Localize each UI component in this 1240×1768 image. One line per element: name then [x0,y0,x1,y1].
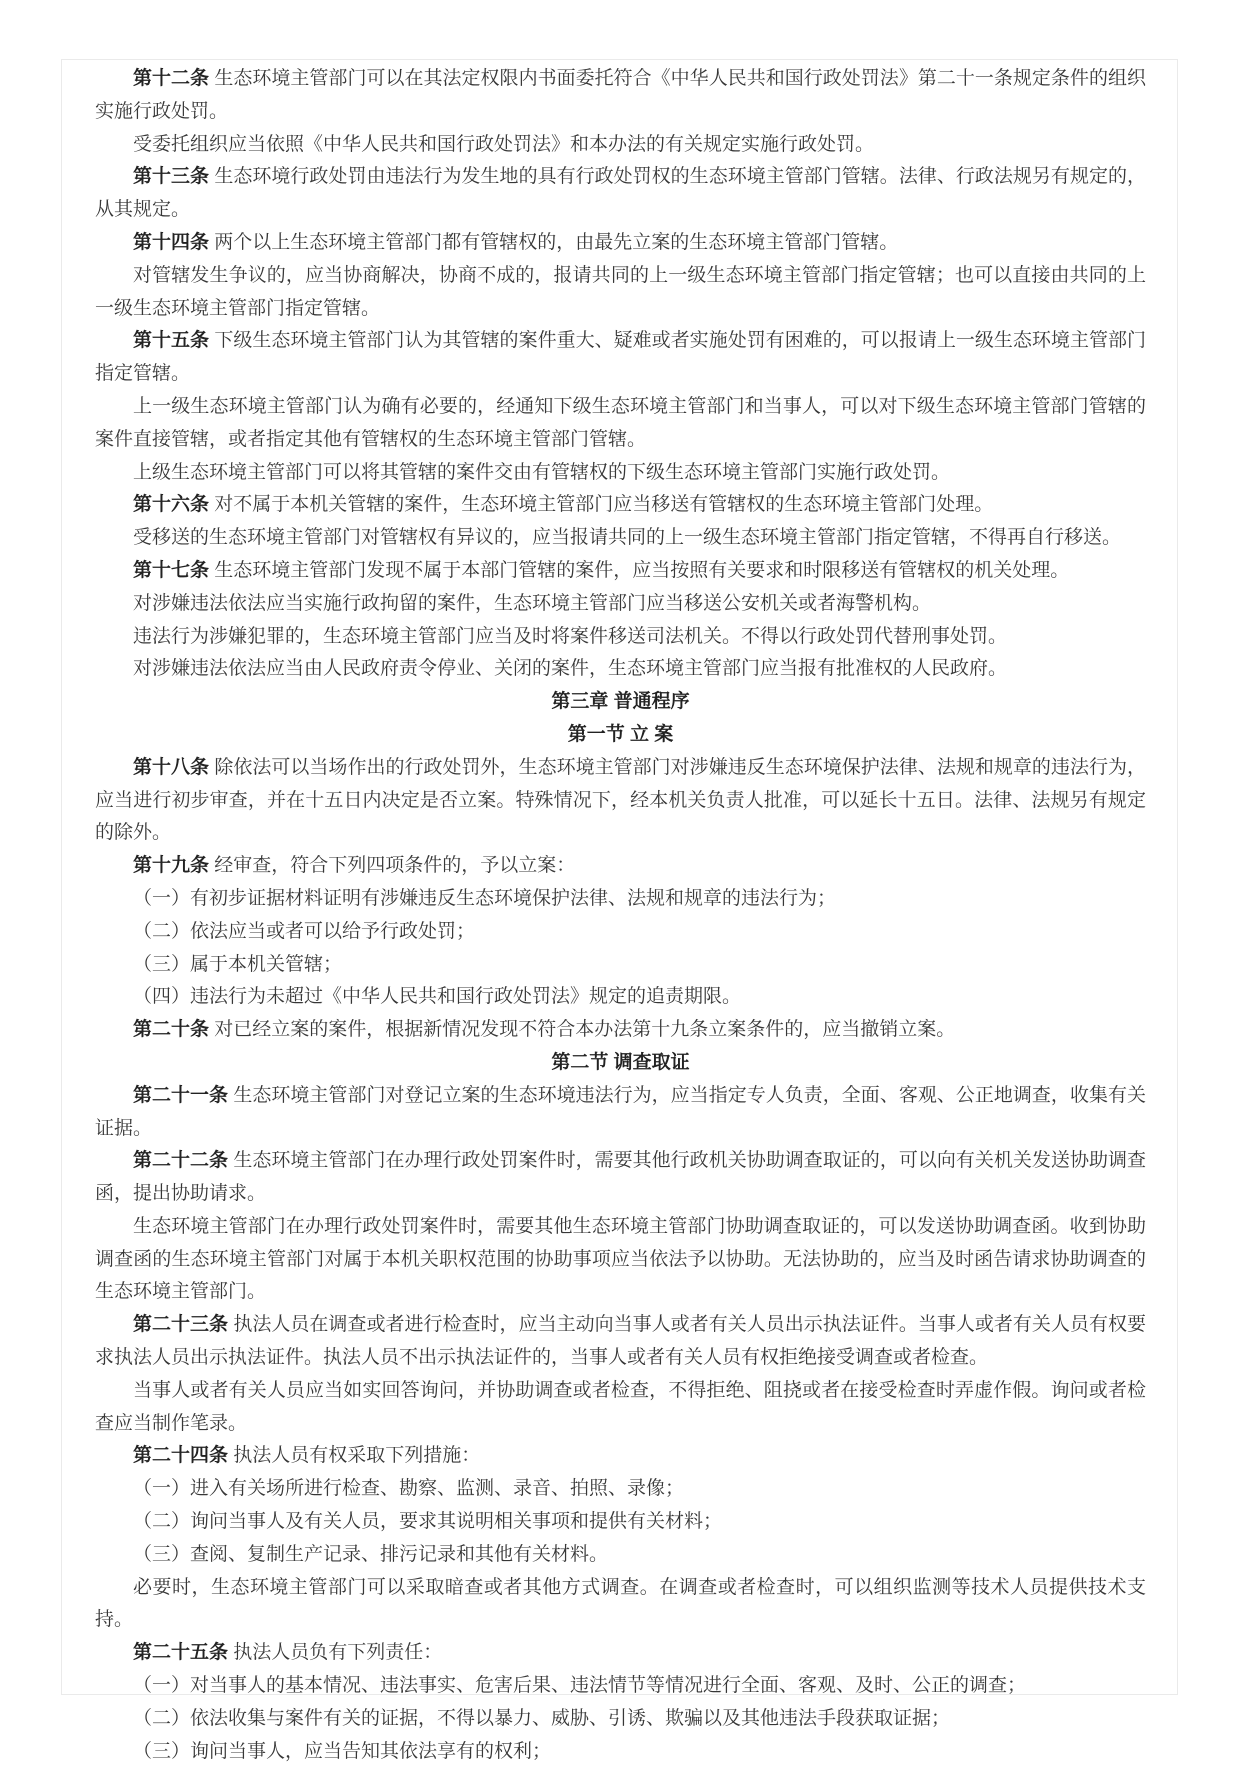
article-number: 第十七条 [133,559,210,581]
section-heading: 第一节 立 案 [567,723,674,745]
paragraph: （三）查阅、复制生产记录、排污记录和其他有关材料。 [133,1543,609,1565]
article-number: 第二十四条 [133,1445,229,1467]
article-number: 第十六条 [133,494,210,516]
article-paragraph: 第十三条 生态环境行政处罚由违法行为发生地的具有行政处罚权的生态环境主管部门管辖。法律、行政法规另有规定的，从其规定。 [95,166,1146,221]
article-paragraph: 第十六条 对不属于本机关管辖的案件，生态环境主管部门应当移送有管辖权的生态环境主管部门处理。 [133,494,994,516]
article-number: 第十四条 [133,231,210,253]
paragraph: （一）进入有关场所进行检查、勘察、监测、录音、拍照、录像； [133,1478,685,1500]
article-paragraph: 第二十四条 执法人员有权采取下列措施： [133,1445,481,1467]
paragraph: 对管辖发生争议的，应当协商解决，协商不成的，报请共同的上一级生态环境主管部门指定管辖；也可以直接由共同的上一级生态环境主管部门指定管辖。 [95,264,1146,319]
paragraph: 受委托组织应当依照《中华人民共和国行政处罚法》和本办法的有关规定实施行政处罚。 [133,133,875,155]
article-number: 第十九条 [133,855,210,877]
paragraph: 对涉嫌违法依法应当由人民政府责令停业、关闭的案件，生态环境主管部门应当报有批准权的人民政府。 [133,658,1008,680]
paragraph: （一）对当事人的基本情况、违法事实、危害后果、违法情节等情况进行全面、客观、及时、公正的调查； [133,1675,1027,1697]
article-number: 第二十二条 [133,1150,229,1172]
article-paragraph: 第二十条 对已经立案的案件，根据新情况发现不符合本办法第十九条立案条件的，应当撤销立案。 [133,1019,956,1041]
document-page [61,59,1178,1762]
article-paragraph: 第二十五条 执法人员负有下列责任： [133,1642,443,1664]
article-paragraph: 第十四条 两个以上生态环境主管部门都有管辖权的，由最先立案的生态环境主管部门管辖。 [133,231,899,253]
article-paragraph: 第二十二条 生态环境主管部门在办理行政处罚案件时，需要其他行政机关协助调查取证的，可以向有关机关发送协助调查函，提出协助请求。 [95,1150,1146,1205]
paragraph: （二）询问当事人及有关人员，要求其说明相关事项和提供有关材料； [133,1511,723,1533]
paragraph: 受移送的生态环境主管部门对管辖权有异议的，应当报请共同的上一级生态环境主管部门指定管辖，不得再自行移送。 [133,527,1122,549]
article-number: 第二十一条 [133,1084,229,1106]
article-number: 第二十条 [133,1019,210,1041]
chapter-heading: 第三章 普通程序 [551,691,690,713]
article-paragraph: 第二十三条 执法人员在调查或者进行检查时，应当主动向当事人或者有关人员出示执法证件。当事人或者有关人员有权要求执法人员出示执法证件。执法人员不出示执法证件的，当事人或者有关人员有权拒绝接受调查或者检查。 [95,1314,1146,1369]
article-number: 第二十三条 [133,1314,229,1336]
paragraph: 生态环境主管部门在办理行政处罚案件时，需要其他生态环境主管部门协助调查取证的，可以发送协助调查函。收到协助调查函的生态环境主管部门对属于本机关职权范围的协助事项应当依法予以协助。无法协助的，应当及时函告请求协助调查的生态环境主管部门。 [95,1215,1146,1303]
paragraph: 上级生态环境主管部门可以将其管辖的案件交由有管辖权的下级生态环境主管部门实施行政处罚。 [133,461,951,483]
article-paragraph: 第十八条 除依法可以当场作出的行政处罚外，生态环境主管部门对涉嫌违反生态环境保护法律、法规和规章的违法行为，应当进行初步审查，并在十五日内决定是否立案。特殊情况下，经本机关负责人批准，可以延长十五日。法律、法规另有规定的除外。 [95,756,1146,844]
paragraph: （三）属于本机关管辖； [133,953,343,975]
article-number: 第十五条 [133,330,210,352]
section-heading: 第二节 调查取证 [551,1051,690,1073]
paragraph: （一）有初步证据材料证明有涉嫌违反生态环境保护法律、法规和规章的违法行为； [133,887,837,909]
paragraph: （四）违法行为未超过《中华人民共和国行政处罚法》规定的追责期限。 [133,986,742,1008]
article-number: 第二十五条 [133,1642,229,1664]
paragraph: 当事人或者有关人员应当如实回答询问，并协助调查或者检查，不得拒绝、阻挠或者在接受检查时弄虚作假。询问或者检查应当制作笔录。 [95,1379,1146,1434]
paragraph: 违法行为涉嫌犯罪的，生态环境主管部门应当及时将案件移送司法机关。不得以行政处罚代替刑事处罚。 [133,625,1008,647]
paragraph: 对涉嫌违法依法应当实施行政拘留的案件，生态环境主管部门应当移送公安机关或者海警机构。 [133,592,932,614]
article-paragraph: 第十二条 生态环境主管部门可以在其法定权限内书面委托符合《中华人民共和国行政处罚法》第二十一条规定条件的组织实施行政处罚。 [95,68,1146,122]
paragraph: （二）依法收集与案件有关的证据，不得以暴力、威胁、引诱、欺骗以及其他违法手段获取证据； [133,1707,951,1729]
paragraph: 必要时，生态环境主管部门可以采取暗查或者其他方式调查。在调查或者检查时，可以组织监测等技术人员提供技术支持。 [95,1576,1146,1631]
article-number: 第十三条 [133,166,210,188]
paragraph: （三）询问当事人，应当告知其依法享有的权利； [133,1740,552,1762]
article-paragraph: 第十七条 生态环境主管部门发现不属于本部门管辖的案件，应当按照有关要求和时限移送有管辖权的机关处理。 [133,559,1070,581]
paragraph: （二）依法应当或者可以给予行政处罚； [133,920,476,942]
article-number: 第十二条 [133,68,210,89]
article-paragraph: 第二十一条 生态环境主管部门对登记立案的生态环境违法行为，应当指定专人负责，全面、客观、公正地调查，收集有关证据。 [95,1084,1146,1139]
article-paragraph: 第十五条 下级生态环境主管部门认为其管辖的案件重大、疑难或者实施处罚有困难的，可以报请上一级生态环境主管部门指定管辖。 [95,330,1146,385]
paragraph: 上一级生态环境主管部门认为确有必要的，经通知下级生态环境主管部门和当事人，可以对下级生态环境主管部门管辖的案件直接管辖，或者指定其他有管辖权的生态环境主管部门管辖。 [95,395,1146,450]
article-number: 第十八条 [133,756,210,778]
article-paragraph: 第十九条 经审查，符合下列四项条件的，予以立案： [133,855,576,877]
